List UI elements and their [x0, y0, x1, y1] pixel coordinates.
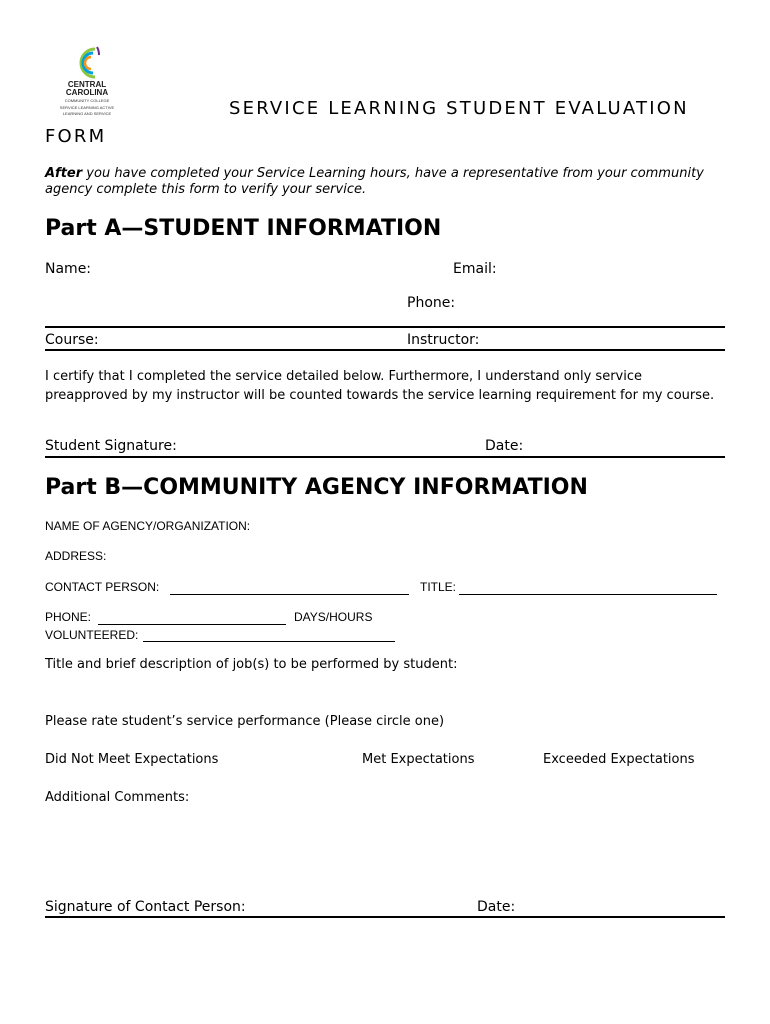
- name-label: Name:: [45, 261, 92, 277]
- logo-swirl-icon: [55, 45, 119, 81]
- student-date-label: Date:: [485, 438, 524, 454]
- rule-contact-signature: [45, 916, 725, 918]
- intro-text: [45, 166, 705, 198]
- contact-signature-label: Signature of Contact Person:: [45, 899, 246, 915]
- days-hours-label: DAYS/HOURS: [294, 610, 373, 624]
- logo-line-4: SERVICE LEARNING ACTIVE: [59, 105, 115, 110]
- rating-met[interactable]: Met Expectations: [362, 752, 475, 767]
- volunteered-label: VOLUNTEERED:: [45, 628, 139, 642]
- logo-line-1: CENTRAL: [67, 80, 107, 89]
- rule-above-course: [45, 326, 725, 328]
- contact-person-line: [170, 594, 409, 595]
- intro-rest: you have completed your Service Learning hours, have a representative from your community agency complete this form to verify your service.: [45, 166, 704, 197]
- title-label: TITLE:: [420, 580, 457, 594]
- rating-did-not-meet[interactable]: Did Not Meet Expectations: [45, 752, 219, 767]
- title-line: [459, 594, 717, 595]
- agency-phone-line: [98, 624, 286, 625]
- agency-label: NAME OF AGENCY/ORGANIZATION:: [45, 519, 251, 533]
- contact-person-label: CONTACT PERSON:: [45, 580, 160, 594]
- certification-text: I certify that I completed the service detailed below. Furthermore, I understand only service preapproved by my instructor will be counted towards the service learning requirement for my course.: [45, 369, 715, 403]
- logo-line-5: LEARNING AND SERVICE: [62, 111, 112, 116]
- phone-label: Phone:: [407, 295, 456, 311]
- college-logo: [55, 45, 119, 120]
- email-label: Email:: [453, 261, 497, 277]
- job-description-label: Title and brief description of job(s) to be performed by student:: [45, 657, 458, 672]
- rule-signature: [45, 456, 725, 458]
- part-b-heading: Part B—COMMUNITY AGENCY INFORMATION: [45, 475, 588, 500]
- part-a-heading: Part A—STUDENT INFORMATION: [45, 216, 442, 241]
- rating-exceeded[interactable]: Exceeded Expectations: [543, 752, 695, 767]
- rule-below-course: [45, 349, 725, 351]
- logo-line-3: COMMUNITY COLLEGE: [64, 98, 110, 103]
- intro-lead: After: [45, 166, 83, 181]
- logo-line-2: CAROLINA: [65, 88, 109, 97]
- student-signature-label: Student Signature:: [45, 438, 177, 454]
- form-title: SERVICE LEARNING STUDENT EVALUATION: [229, 98, 689, 119]
- agency-phone-label: PHONE:: [45, 610, 92, 624]
- contact-date-label: Date:: [477, 899, 516, 915]
- address-label: ADDRESS:: [45, 549, 107, 563]
- instructor-label: Instructor:: [407, 332, 480, 348]
- rating-prompt: Please rate student’s service performance (Please circle one): [45, 714, 445, 729]
- form-title-continued: FORM: [45, 126, 107, 147]
- additional-comments-label: Additional Comments:: [45, 790, 190, 805]
- course-label: Course:: [45, 332, 99, 348]
- volunteered-line: [143, 641, 395, 642]
